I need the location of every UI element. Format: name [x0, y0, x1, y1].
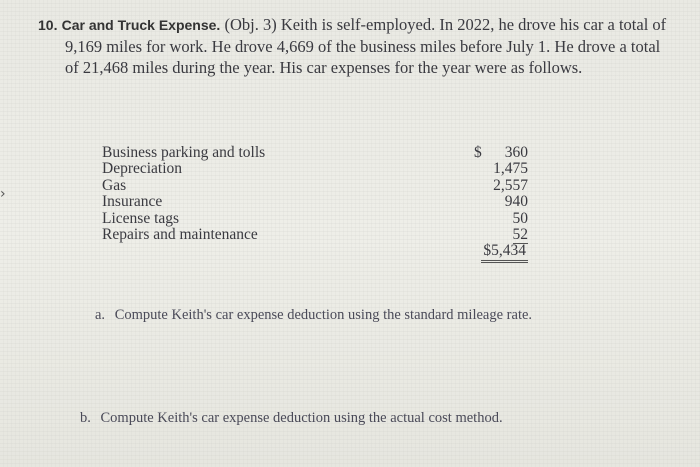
question-a-text: Compute Keith's car expense deduction using the standard mileage rate.	[114, 307, 533, 323]
problem-text-1: (Obj. 3) Keith is self-employed. In 2022, he drove his car a total of	[224, 15, 667, 34]
expense-total: $5,434	[481, 243, 528, 262]
expense-row	[102, 161, 542, 177]
expense-amount: 52	[512, 225, 528, 243]
expense-label: Gas	[102, 176, 127, 194]
question-b-letter: b.	[80, 410, 91, 426]
question-a	[95, 307, 532, 324]
expense-row	[102, 145, 542, 161]
page-edge-arrow-icon: ›	[0, 186, 6, 202]
question-a-letter: a.	[95, 307, 106, 323]
expense-label: Repairs and maintenance	[102, 225, 258, 243]
problem-text-3: of 21,468 miles during the year. His car expenses for the year were as follows.	[65, 58, 583, 77]
expense-total-row	[102, 243, 542, 259]
question-b	[80, 410, 503, 427]
expense-amount: 50	[512, 209, 528, 227]
expense-amount: 2,557	[493, 176, 528, 194]
expense-row	[102, 227, 542, 243]
expense-label: Insurance	[102, 193, 163, 211]
problem-text-2: 9,169 miles for work. He drove 4,669 of the business miles before July 1. He drove a total	[65, 37, 661, 56]
dollar-sign: $	[474, 144, 482, 161]
expense-label: License tags	[102, 209, 180, 227]
expense-row	[102, 194, 542, 210]
expense-amount: 1,475	[493, 160, 528, 178]
expense-row	[102, 178, 542, 194]
problem-line-1	[38, 14, 693, 36]
problem-heading: Car and Truck Expense.	[61, 17, 221, 33]
expense-amount: 360	[504, 144, 528, 161]
expense-row	[102, 211, 542, 227]
problem-number: 10.	[38, 17, 58, 33]
question-b-text: Compute Keith's car expense deduction using the actual cost method.	[100, 410, 503, 426]
expense-label: Business parking and tolls	[102, 144, 266, 161]
problem-statement	[38, 14, 693, 78]
expense-table	[102, 145, 542, 260]
expense-label: Depreciation	[102, 160, 183, 178]
expense-amount: 940	[504, 193, 528, 211]
